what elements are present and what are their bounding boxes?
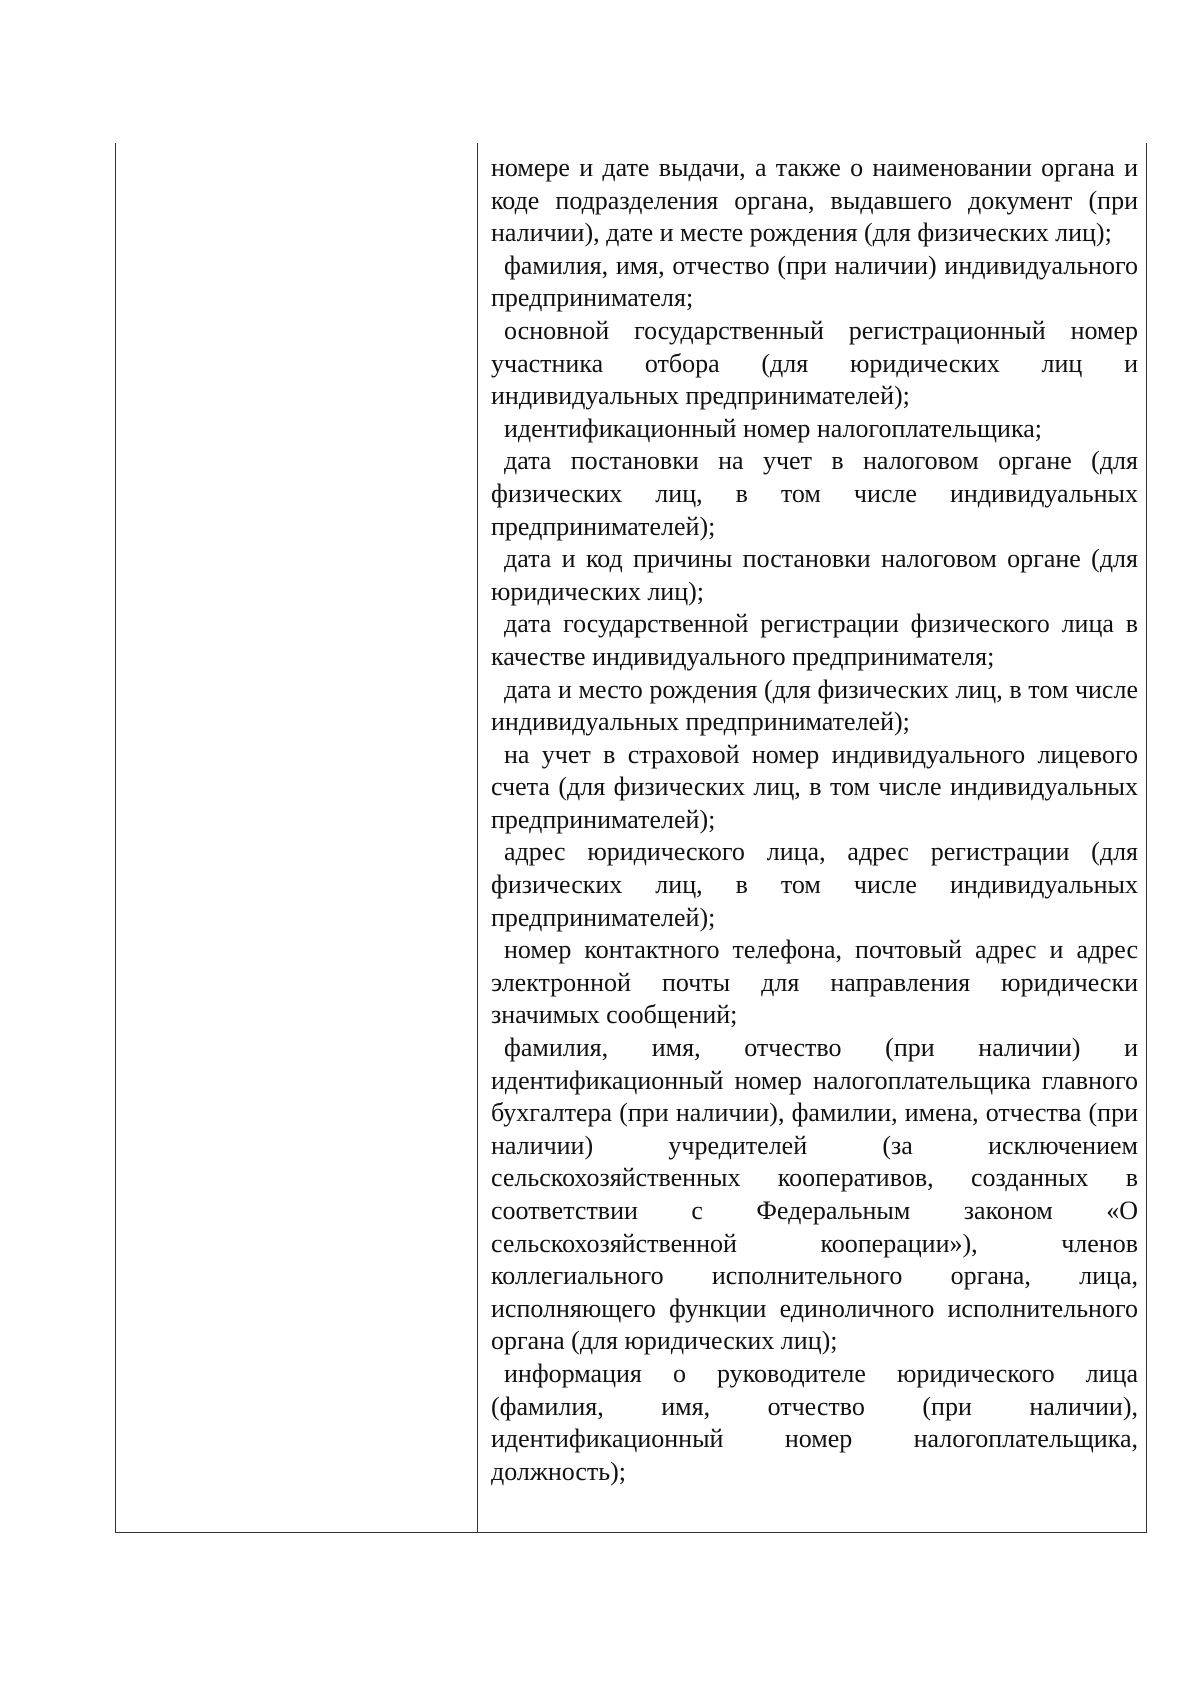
table-cell-right — [491, 152, 1138, 1488]
paragraph-kpp: дата и код причины постановки налоговом органе (для юридических лиц); — [491, 544, 1138, 606]
paragraph-head-info: информация о руководителе юридического лица (фамилия, имя, отчество (при наличии), идентификационный номер налогоплательщика, должность); — [491, 1358, 1138, 1486]
paragraph-tax-registration-date: дата постановки на учет в налоговом органе (для физических лиц, в том числе индивидуальных предпринимателей); — [491, 446, 1138, 541]
document-table — [115, 143, 1147, 1533]
paragraph-birth-date-place: дата и место рождения (для физических лиц, в том числе индивидуальных предпринимателей); — [491, 674, 1138, 737]
paragraph-ogrn: основной государственный регистрационный номер участника отбора (для юридических лиц и индивидуальных предпринимателей); — [491, 315, 1138, 411]
paragraph-address: адрес юридического лица, адрес регистрации (для физических лиц, в том числе индивидуальных предпринимателей); — [491, 837, 1138, 932]
table-cell-left — [116, 143, 477, 1533]
paragraph-passport-details: номере и дате выдачи, а также о наименовании органа и коде подразделения органа, выдавшего документ (при наличии), дате и месте рождения (для физических лиц); — [491, 153, 1138, 248]
paragraph-inn: идентификационный номер налогоплательщика; — [504, 413, 1042, 443]
paragraph-contacts: номер контактного телефона, почтовый адрес и адрес электронной почты для направления юридически значимых сообщений; — [491, 935, 1138, 1030]
paragraph-state-registration-date: дата государственной регистрации физического лица в качестве индивидуального предпринимателя; — [491, 609, 1138, 671]
paragraph-snils: на учет в страховой номер индивидуального лицевого счета (для физических лиц, в том числе индивидуальных предпринимателей); — [491, 739, 1138, 834]
table-column-divider — [477, 143, 478, 1533]
table-border-right — [1146, 143, 1147, 1533]
paragraph-entrepreneur-name: фамилия, имя, отчество (при наличии) индивидуального предпринимателя; — [491, 250, 1138, 313]
paragraph-accountant-founders: фамилия, имя, отчество (при наличии) и идентификационный номер налогоплательщика главного бухгалтера (при наличии), фамилии, имена, отчества (при наличии) учредителей (за исключением сельскохозяйственных кооперативов, созданных в соответствии с Федеральным законом «О сельскохозяйственной кооперации»), членов коллегиального исполнительного органа, лица, исполняющего функции единоличного исполнительного органа (для юридических лиц); — [491, 1033, 1138, 1356]
